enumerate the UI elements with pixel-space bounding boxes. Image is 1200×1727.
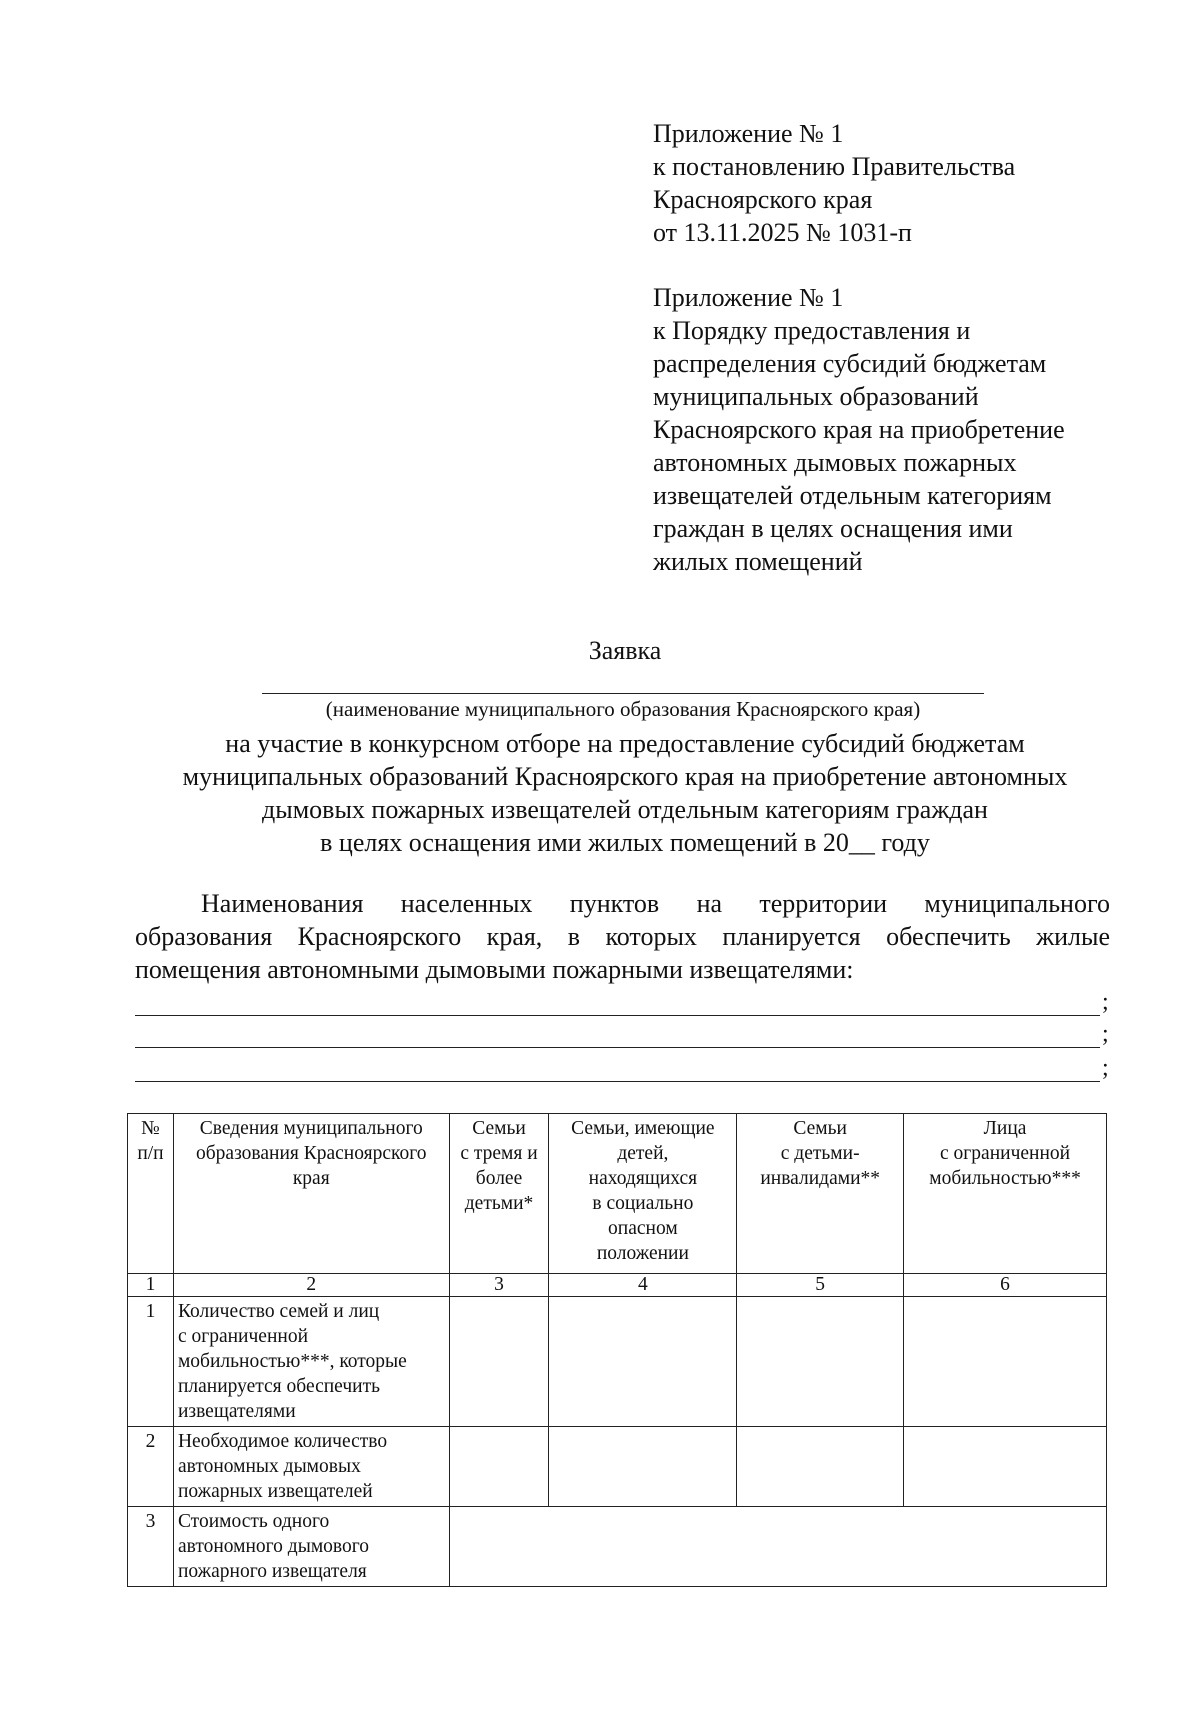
header-text: Сведения муниципального xyxy=(199,1118,423,1139)
header-text: края xyxy=(292,1168,330,1189)
header-text: с ограниченной xyxy=(940,1143,1071,1164)
appendix-line: жилых помещений xyxy=(653,547,863,576)
row-label-text: пожарных извещателей xyxy=(177,1481,373,1502)
fill-line-semicolon: ; xyxy=(1102,1055,1109,1081)
header-text: находящихся xyxy=(588,1168,698,1189)
row-label-text: с ограниченной xyxy=(177,1326,309,1347)
empty-value-cell xyxy=(549,1427,737,1507)
appendix-line: автономных дымовых пожарных xyxy=(653,448,1017,477)
header-text: мобильностью*** xyxy=(929,1168,1081,1189)
header-text: в социально xyxy=(592,1193,694,1214)
row-label-text: пожарного извещателя xyxy=(177,1561,367,1582)
header-cell-limited-mobility xyxy=(904,1114,1107,1274)
row-number-cell: 1 xyxy=(128,1297,174,1427)
municipality-fill-line xyxy=(262,693,984,694)
header-text: детьми* xyxy=(464,1193,534,1214)
header-text: Семьи xyxy=(472,1118,526,1139)
intro-line: образования Красноярского края, в которых планируется обеспечить жилые xyxy=(135,922,1110,951)
column-number-cell: 6 xyxy=(904,1274,1107,1297)
column-number-cell: 5 xyxy=(737,1274,904,1297)
header-cell-large-families xyxy=(449,1114,549,1274)
empty-value-cell xyxy=(737,1427,904,1507)
column-number-cell: 1 xyxy=(128,1274,174,1297)
appendix-line: к Порядку предоставления и xyxy=(653,316,971,345)
appendix-line: граждан в целях оснащения ими xyxy=(653,514,1013,543)
row-number-cell: 3 xyxy=(128,1507,174,1587)
row-number-cell: 2 xyxy=(128,1427,174,1507)
header-cell-at-risk-families xyxy=(549,1114,737,1274)
column-number-row xyxy=(128,1274,1107,1297)
fill-line-semicolon: ; xyxy=(1102,1021,1109,1047)
row-label-text: автономного дымового xyxy=(177,1536,370,1557)
row-label-text: автономных дымовых xyxy=(177,1456,361,1477)
header-cell-municipality-info xyxy=(173,1114,449,1274)
appendix-line: Красноярского края на приобретение xyxy=(653,415,1065,444)
intro-line: Наименования населенных пунктов на территории муниципального xyxy=(201,889,1110,918)
appendix-line: от 13.11.2025 № 1031-п xyxy=(653,218,912,247)
appendix-line: Приложение № 1 xyxy=(653,283,844,312)
empty-value-cell xyxy=(449,1297,549,1427)
fill-line-semicolon: ; xyxy=(1102,989,1109,1015)
appendix-line: Приложение № 1 xyxy=(653,119,844,148)
empty-value-cell xyxy=(449,1427,549,1507)
settlement-fill-line xyxy=(135,1081,1100,1082)
header-text: с тремя и xyxy=(460,1143,538,1164)
header-text: Лица xyxy=(983,1118,1027,1139)
settlement-fill-line xyxy=(135,1015,1100,1016)
row-label-text: планируется обеспечить xyxy=(177,1376,381,1397)
intro-paragraph xyxy=(135,887,1110,986)
header-text: более xyxy=(475,1168,523,1189)
empty-value-cell xyxy=(904,1297,1107,1427)
header-text: положении xyxy=(596,1243,689,1264)
appendix-line: извещателей отдельным категориям xyxy=(653,481,1052,510)
header-text: опасном xyxy=(608,1218,678,1239)
header-text: детей, xyxy=(617,1143,669,1164)
heading-line: дымовых пожарных извещателей отдельным категориям граждан xyxy=(262,795,988,824)
appendix-line: Красноярского края xyxy=(653,185,873,214)
application-table xyxy=(127,1113,1107,1587)
table-row xyxy=(128,1427,1107,1507)
table-row xyxy=(128,1297,1107,1427)
row-label-text: мобильностью***, которые xyxy=(177,1351,407,1372)
header-text: образования Красноярского xyxy=(196,1143,427,1164)
row-label-cell xyxy=(173,1507,449,1587)
header-cell-disabled-children-families xyxy=(737,1114,904,1274)
header-cell-number xyxy=(128,1114,174,1274)
header-text: п/п xyxy=(137,1143,164,1164)
empty-value-cell xyxy=(549,1297,737,1427)
appendix-line: к постановлению Правительства xyxy=(653,152,1016,181)
row-label-text: Необходимое количество xyxy=(177,1431,388,1452)
row-label-cell xyxy=(173,1297,449,1427)
settlement-fill-line xyxy=(135,1047,1100,1048)
appendix-order-block xyxy=(653,281,1123,578)
table-header-row xyxy=(128,1114,1107,1274)
header-text: Семьи xyxy=(793,1118,847,1139)
header-text: инвалидами** xyxy=(760,1168,881,1189)
column-number-cell: 2 xyxy=(173,1274,449,1297)
application-heading xyxy=(100,727,1150,859)
empty-value-cell xyxy=(904,1427,1107,1507)
heading-line: в целях оснащения ими жилых помещений в 20__ году xyxy=(320,828,930,857)
empty-merged-value-cell xyxy=(449,1507,1106,1587)
appendix-line: муниципальных образований xyxy=(653,382,979,411)
document-title: Заявка xyxy=(588,636,662,665)
row-label-text: Количество семей и лиц xyxy=(177,1301,380,1322)
heading-line: муниципальных образований Красноярского края на приобретение автономных xyxy=(182,762,1068,791)
header-text: Семьи, имеющие xyxy=(571,1118,715,1139)
column-number-cell: 4 xyxy=(549,1274,737,1297)
municipality-caption: (наименование муниципального образования Красноярского края) xyxy=(325,697,921,721)
appendix-resolution-block xyxy=(653,117,1123,249)
heading-line: на участие в конкурсном отборе на предоставление субсидий бюджетам xyxy=(225,729,1025,758)
row-label-text: извещателями xyxy=(177,1401,296,1422)
row-label-cell xyxy=(173,1427,449,1507)
column-number-cell: 3 xyxy=(449,1274,549,1297)
appendix-line: распределения субсидий бюджетам xyxy=(653,349,1047,378)
header-text: № xyxy=(141,1118,160,1139)
row-label-text: Стоимость одного xyxy=(177,1511,330,1532)
header-text: с детьми- xyxy=(780,1143,860,1164)
table-row xyxy=(128,1507,1107,1587)
empty-value-cell xyxy=(737,1297,904,1427)
intro-line: помещения автономными дымовыми пожарными извещателями: xyxy=(135,955,854,984)
